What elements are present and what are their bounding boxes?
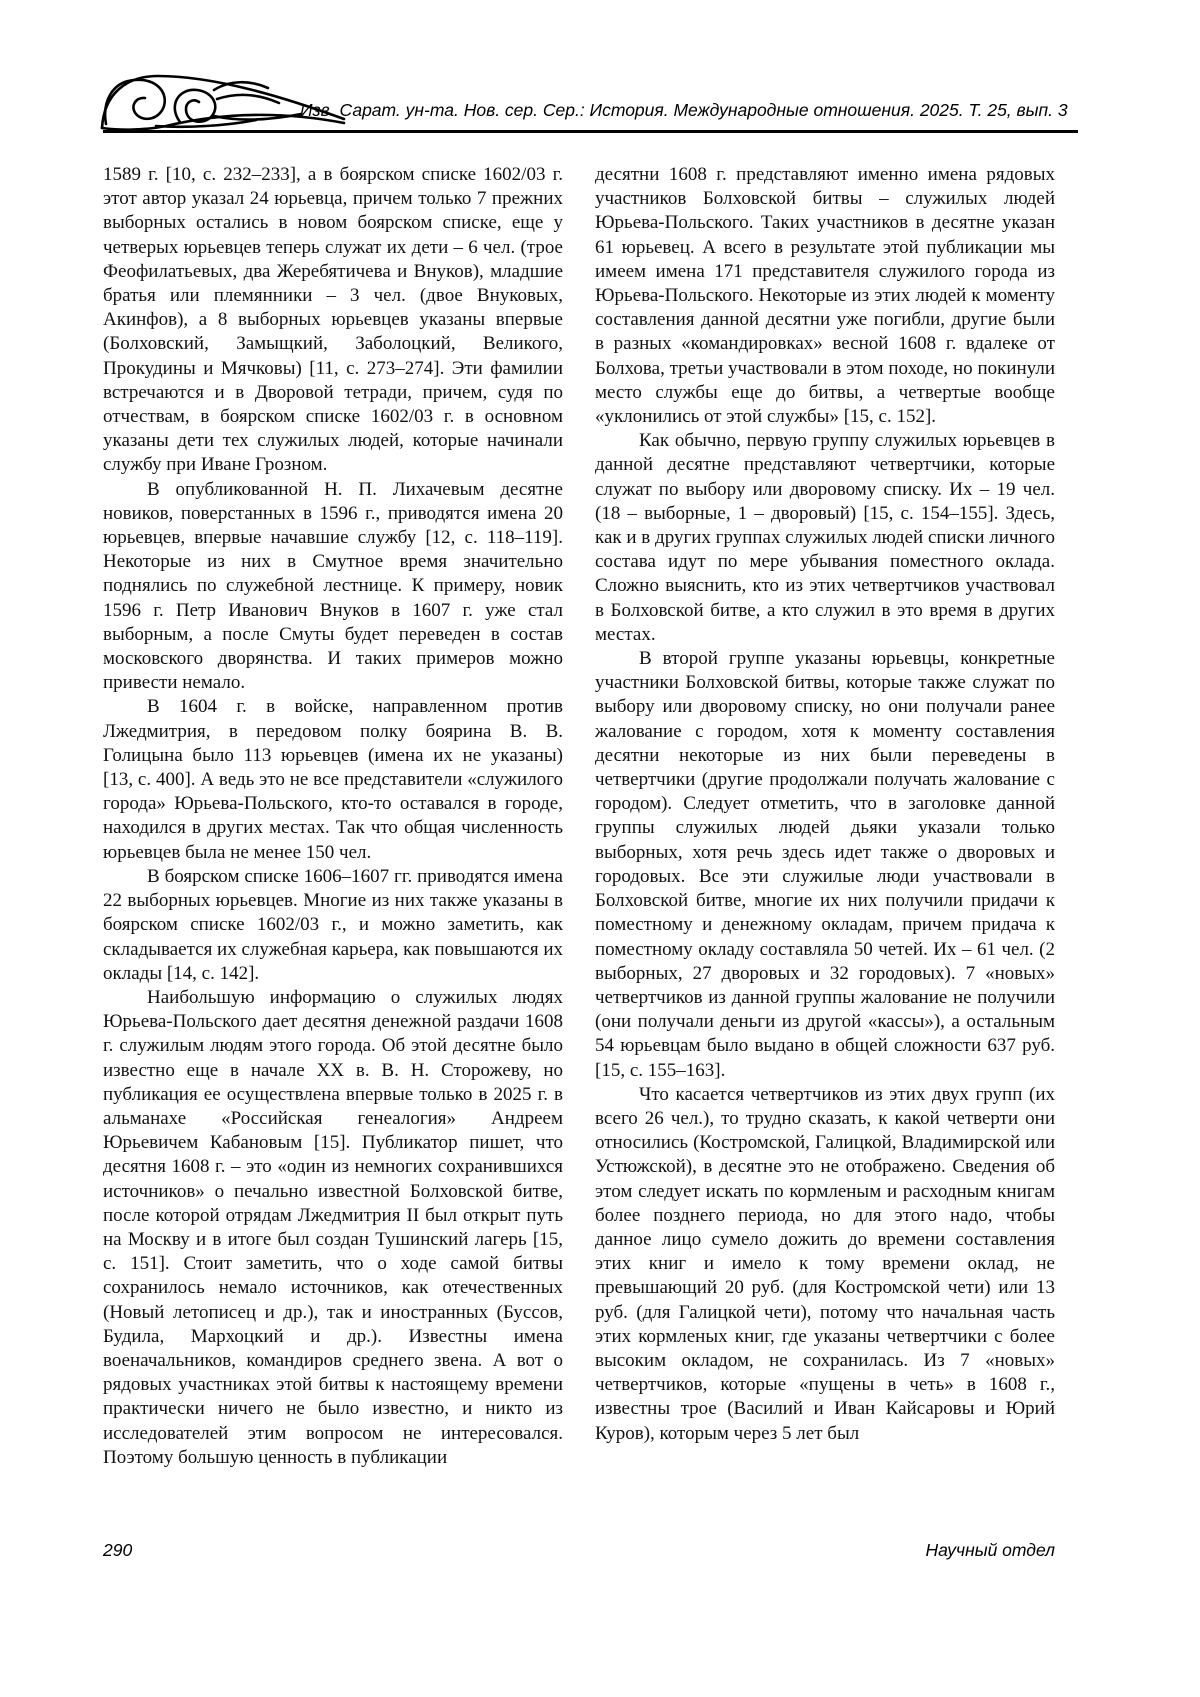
page-number: 290 xyxy=(103,1540,133,1560)
right-column xyxy=(595,163,1055,1446)
journal-header-line: Изв. Сарат. ун-та. Нов. сер. Сер.: История. Международные отношения. 2025. Т. 25, вып. 3 xyxy=(300,100,1068,120)
left-column xyxy=(103,163,563,1470)
paragraph: В 1604 г. в войске, направленном против Лжедмитрия, в передовом полку боярина В. В. Голицына было 113 юрьевцев (имена их не указаны) [13, с. 400]. А ведь это не все представители «служилого города» Юрьева-Польского, кто-то оставался в городе, находился в других местах. Так что общая численность юрьевцев была не менее 150 чел. xyxy=(103,696,563,863)
header-rule xyxy=(103,130,1078,133)
paragraph: Как обычно, первую группу служилых юрьевцев в данной десятне представляют четвертчики, которые служат по выбору или дворовому списку. Их – 19 чел. (18 – выборные, 1 – дворовый) [15, с. 154–155]. Здесь, как и в других группах служилых людей списки личного состава идут по мере убывания поместного оклада. Сложно выяснить, кто из этих четвертчиков участвовал в Болховской битве, а кто служил в это время в других местах. xyxy=(595,430,1055,645)
paragraph: десятни 1608 г. представляют именно имена рядовых участников Болховской битвы – служилых людей Юрьева-Польского. Таких участников в десятне указан 61 юрьевец. А всего в результате этой публикации мы имеем имена 171 представителя служилого города из Юрьева-Польского. Некоторые из этих людей к моменту составления данной десятни уже погибли, другие были в разных «командировках» весной 1608 г. вдалеке от Болхова, третьи участвовали в этом походе, но покинули место службы еще до битвы, а четвертые вообще «уклонились от этой службы» [15, с. 152]. xyxy=(595,164,1055,428)
paragraph: Что касается четвертчиков из этих двух групп (их всего 26 чел.), то трудно сказать, к какой четверти они относились (Костромской, Галицкой, Владимирской или Устюжской), в десятне это не отображено. Сведения об этом следует искать по кормленым и расходным книгам более позднего периода, но для этого надо, чтобы данное лицо сумело дожить до времени составления этих книг и имело к тому времени оклад, не превышающий 20 руб. (для Костромской чети) или 13 руб. (для Галицкой чети), потому что начальная часть этих кормленых книг, где указаны четвертчики с более высоким окладом, не сохранилась. Из 7 «новых» четвертчиков, которые «пущены в четь» в 1608 г., известны трое (Василий и Иван Кайсаровы и Юрий Куров), которым через 5 лет был xyxy=(595,1083,1055,1444)
paragraph: В опубликованной Н. П. Лихачевым десятне новиков, поверстанных в 1596 г., приводятся имена 20 юрьевцев, впервые начавшие службу [12, с. 118–119]. Некоторые из них в Смутное время значительно поднялись по служебной лестнице. К примеру, новик 1596 г. Петр Иванович Внуков в 1607 г. уже стал выборным, а после Смуты будет переведен в состав московского дворянства. И таких примеров можно привести немало. xyxy=(103,478,563,694)
paragraph: Наибольшую информацию о служилых людях Юрьева-Польского дает десятня денежной раздачи 1608 г. служилым людям этого города. Об этой десятне было известно еще в начале XX в. В. Н. Сторожеву, но публикация ее осуществлена впервые только в 2025 г. в альманахе «Российская генеалогия» Андреем Юрьевичем Кабановым [15]. Публикатор пишет, что десятня 1608 г. – это «один из немногих сохранившихся источников» о печально известной Болховской битве, после которой отрядам Лжедмитрия II был открыт путь на Москву и в итоге был создан Тушинский лагерь [15, с. 151]. Стоит заметить, что о ходе самой битвы сохранилось немало источников, как отечественных (Новый летописец и др.), так и иностранных (Буссов, Будила, Мархоцкий и др.). Известны имена военачальников, командиров среднего звена. А вот о рядовых участниках этой битвы к настоящему времени практически ничего не было известно, и никто из исследователей этим вопросом не интересовался. Поэтому большую ценность в публикации xyxy=(103,986,563,1468)
paragraph: 1589 г. [10, с. 232–233], а в боярском списке 1602/03 г. этот автор указал 24 юрьевца, причем только 7 прежних выборных остались в новом боярском списке, еще у четверых юрьевцев теперь служат их дети – 6 чел. (трое Феофилатьевых, два Жеребятичева и Внуков), младшие братья или племянники – 3 чел. (двое Внуковых, Акинфов), а 8 выборных юрьевцев указаны впервые (Болховский, Замыщкий, Заболоцкий, Великого, Прокудины и Мячковы) [11, с. 273–274]. Эти фамилии встречаются и в Дворовой тетради, причем, судя по отчествам, в боярском списке 1602/03 г. в основном указаны дети тех служилых людей, которые начинали службу при Иване Грозном. xyxy=(103,164,563,476)
paragraph: В второй группе указаны юрьевцы, конкретные участники Болховской битвы, которые также служат по выбору или дворовому списку, но они получали ранее жалование с городом, хотя к моменту составления десятни некоторые из них были переведены в четвертчики (другие продолжали получать жалование с городом). Следует отметить, что в заголовке данной группы служилых людей дьяки указали только выборных, хотя речь здесь идет также о дворовых и городовых. Все эти служилые люди участвовали в Болховской битве, многие их них получили придачи к поместному и денежному окладам, причем придача к поместному окладу составляла 50 четей. Их – 61 чел. (2 выборных, 27 дворовых и 32 городовых). 7 «новых» четвертчиков из данной группы жалование не получили (они получали деньги из другой «кассы»), а остальным 54 юрьевцам было выдано в общей сложности 637 руб. [15, с. 155–163]. xyxy=(595,648,1055,1081)
footer-section-label: Научный отдел xyxy=(925,1540,1055,1560)
paragraph: В боярском списке 1606–1607 гг. приводятся имена 22 выборных юрьевцев. Многие из них также указаны в боярском списке 1602/03 г., и можно заметить, как складывается их служебная карьера, как повышаются их оклады [14, с. 142]. xyxy=(103,865,564,984)
